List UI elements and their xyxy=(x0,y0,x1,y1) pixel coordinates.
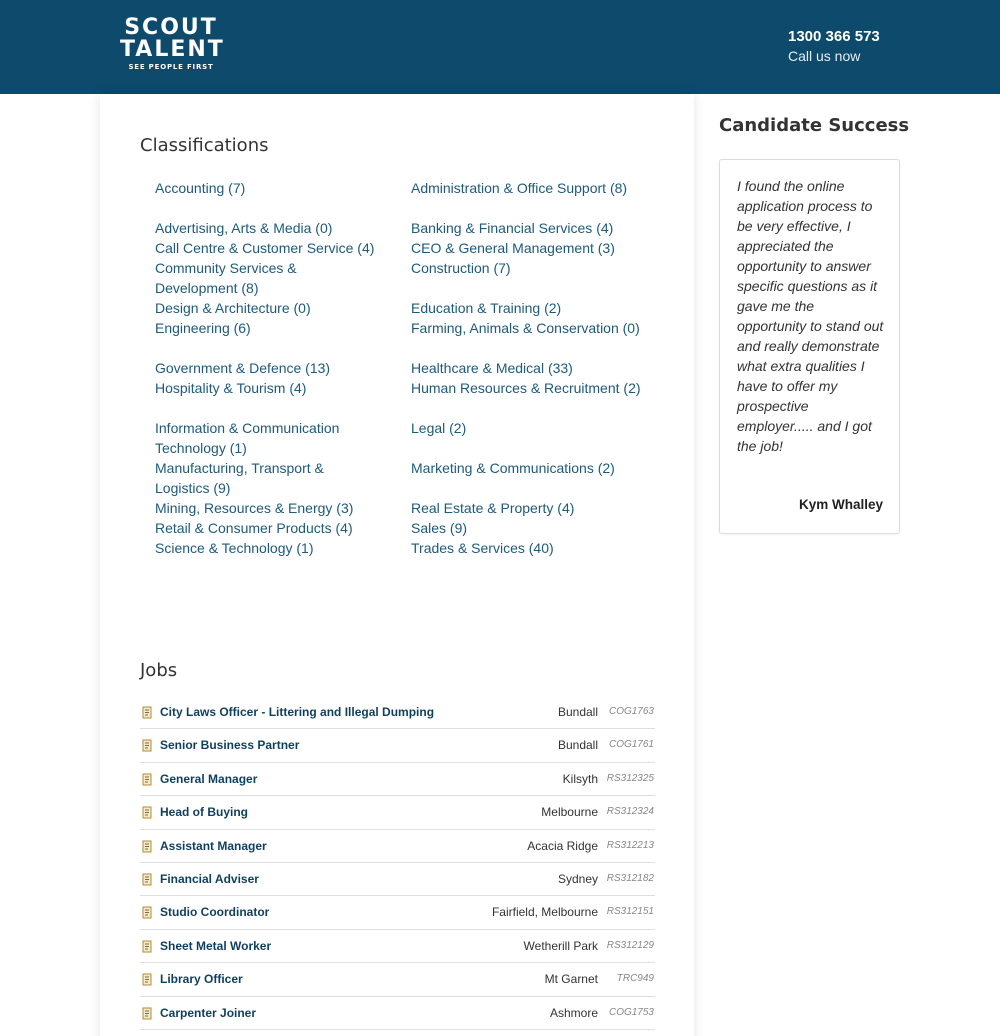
job-title-link[interactable]: City Laws Officer - Littering and Illegal Dumping xyxy=(160,705,435,719)
job-location: Fairfield, Melbourne xyxy=(491,905,598,920)
classifications-title: Classifications xyxy=(140,135,269,156)
classification-link[interactable]: Sales (9) xyxy=(411,520,468,536)
classification-link[interactable]: Accounting (7) xyxy=(155,180,246,196)
job-reference: TRC949 xyxy=(616,973,654,985)
job-document-icon xyxy=(142,806,153,819)
classification-link[interactable]: Banking & Financial Services (4) xyxy=(411,220,614,236)
job-reference: RS312151 xyxy=(606,906,654,918)
job-reference: RS312182 xyxy=(606,872,654,884)
job-location: Acacia Ridge xyxy=(527,838,598,853)
call-us-label: Call us now xyxy=(788,48,861,64)
job-title-link[interactable]: Financial Adviser xyxy=(160,871,259,886)
classification-link[interactable]: Manufacturing, Transport & Logistics (9) xyxy=(155,460,324,496)
job-row xyxy=(140,830,655,863)
job-document-icon xyxy=(142,739,153,752)
job-location: Melbourne xyxy=(541,805,598,820)
job-location: Wetherill Park xyxy=(523,938,598,953)
site-header xyxy=(0,0,1000,94)
job-document-icon xyxy=(142,1007,153,1020)
logo-tagline: SEE PEOPLE FIRST xyxy=(128,63,214,71)
classification-link[interactable]: Design & Architecture (0) xyxy=(155,300,311,316)
job-reference: COG1753 xyxy=(608,1006,654,1018)
job-location: Bundall xyxy=(557,705,598,719)
classification-link[interactable]: Engineering (6) xyxy=(155,320,251,336)
job-title-link[interactable]: Library Officer xyxy=(160,972,243,987)
job-reference: RS312324 xyxy=(606,806,654,818)
candidate-success-title: Candidate Success xyxy=(719,115,910,136)
classification-link[interactable]: Legal (2) xyxy=(411,420,467,436)
job-location: Sydney xyxy=(557,871,598,886)
job-title-link[interactable]: Assistant Manager xyxy=(160,838,267,853)
classification-link[interactable]: Trades & Services (40) xyxy=(411,540,554,556)
logo-line-1: SCOUT xyxy=(124,15,218,40)
classification-link[interactable]: Administration & Office Support (8) xyxy=(411,180,628,196)
classification-link[interactable]: Mining, Resources & Energy (3) xyxy=(155,500,354,516)
classification-link[interactable]: Human Resources & Recruitment (2) xyxy=(411,380,641,396)
job-row xyxy=(140,997,655,1030)
classification-link[interactable]: Community Services & Development (8) xyxy=(155,260,297,296)
job-title-link[interactable]: Sheet Metal Worker xyxy=(160,938,272,953)
job-reference: COG1763 xyxy=(608,706,654,717)
classification-link[interactable]: Marketing & Communications (2) xyxy=(411,460,615,476)
testimonial-author: Kym Whalley xyxy=(798,497,883,512)
logo-line-2: TALENT xyxy=(120,37,225,62)
classification-link[interactable]: Farming, Animals & Conservation (0) xyxy=(411,320,640,336)
classification-link[interactable]: CEO & General Management (3) xyxy=(411,240,615,256)
classification-link[interactable]: Advertising, Arts & Media (0) xyxy=(155,220,333,236)
job-reference: RS312129 xyxy=(606,939,654,951)
jobs-title: Jobs xyxy=(140,660,178,681)
job-title-link[interactable]: Carpenter Joiner xyxy=(160,1005,257,1020)
job-row xyxy=(140,930,655,963)
job-title-link[interactable]: Head of Buying xyxy=(160,805,249,820)
job-document-icon xyxy=(142,773,153,786)
job-title-link[interactable]: Studio Coordinator xyxy=(160,905,270,920)
job-row xyxy=(140,896,655,929)
job-document-icon xyxy=(142,706,153,719)
classification-link[interactable]: Science & Technology (1) xyxy=(155,540,314,556)
job-document-icon xyxy=(142,840,153,853)
scout-talent-logo[interactable] xyxy=(120,15,225,71)
testimonial-card xyxy=(719,159,900,534)
job-title-link[interactable]: General Manager xyxy=(160,771,258,786)
classification-link[interactable]: Information & Communication Technology (1) xyxy=(155,420,340,456)
job-row xyxy=(140,696,655,729)
job-row xyxy=(140,863,655,896)
job-document-icon xyxy=(142,906,153,919)
job-row xyxy=(140,796,655,829)
classification-link[interactable]: Real Estate & Property (4) xyxy=(411,500,575,516)
job-document-icon xyxy=(142,973,153,986)
classification-link[interactable]: Construction (7) xyxy=(411,260,511,276)
job-document-icon xyxy=(142,873,153,886)
job-location: Ashmore xyxy=(549,1005,598,1020)
job-location: Kilsyth xyxy=(562,771,598,786)
job-row xyxy=(140,963,655,996)
job-reference: RS312325 xyxy=(606,772,654,784)
classification-link[interactable]: Education & Training (2) xyxy=(411,300,562,316)
testimonial-quote: I found the online application process to be very effective, I appreciated the opportunity to answer specific questions as it gave me the opportunity to stand out and really demonstrate what extra qualities I have to offer my prospective employer..... and I got the job! xyxy=(737,178,884,454)
classification-link[interactable]: Healthcare & Medical (33) xyxy=(411,360,573,376)
job-reference: COG1761 xyxy=(608,739,654,751)
job-reference: RS312213 xyxy=(606,839,654,851)
job-document-icon xyxy=(142,940,153,953)
job-location: Bundall xyxy=(557,738,598,753)
job-location: Mt Garnet xyxy=(544,972,598,987)
jobs-list xyxy=(140,696,655,1030)
classification-link[interactable]: Retail & Consumer Products (4) xyxy=(155,520,353,536)
classification-link[interactable]: Call Centre & Customer Service (4) xyxy=(155,240,375,256)
job-row xyxy=(140,763,655,796)
classification-link[interactable]: Hospitality & Tourism (4) xyxy=(155,380,307,396)
job-title-link[interactable]: Senior Business Partner xyxy=(160,738,300,753)
job-row xyxy=(140,729,655,762)
classification-link[interactable]: Government & Defence (13) xyxy=(155,360,331,376)
phone-number[interactable]: 1300 366 573 xyxy=(788,28,880,45)
